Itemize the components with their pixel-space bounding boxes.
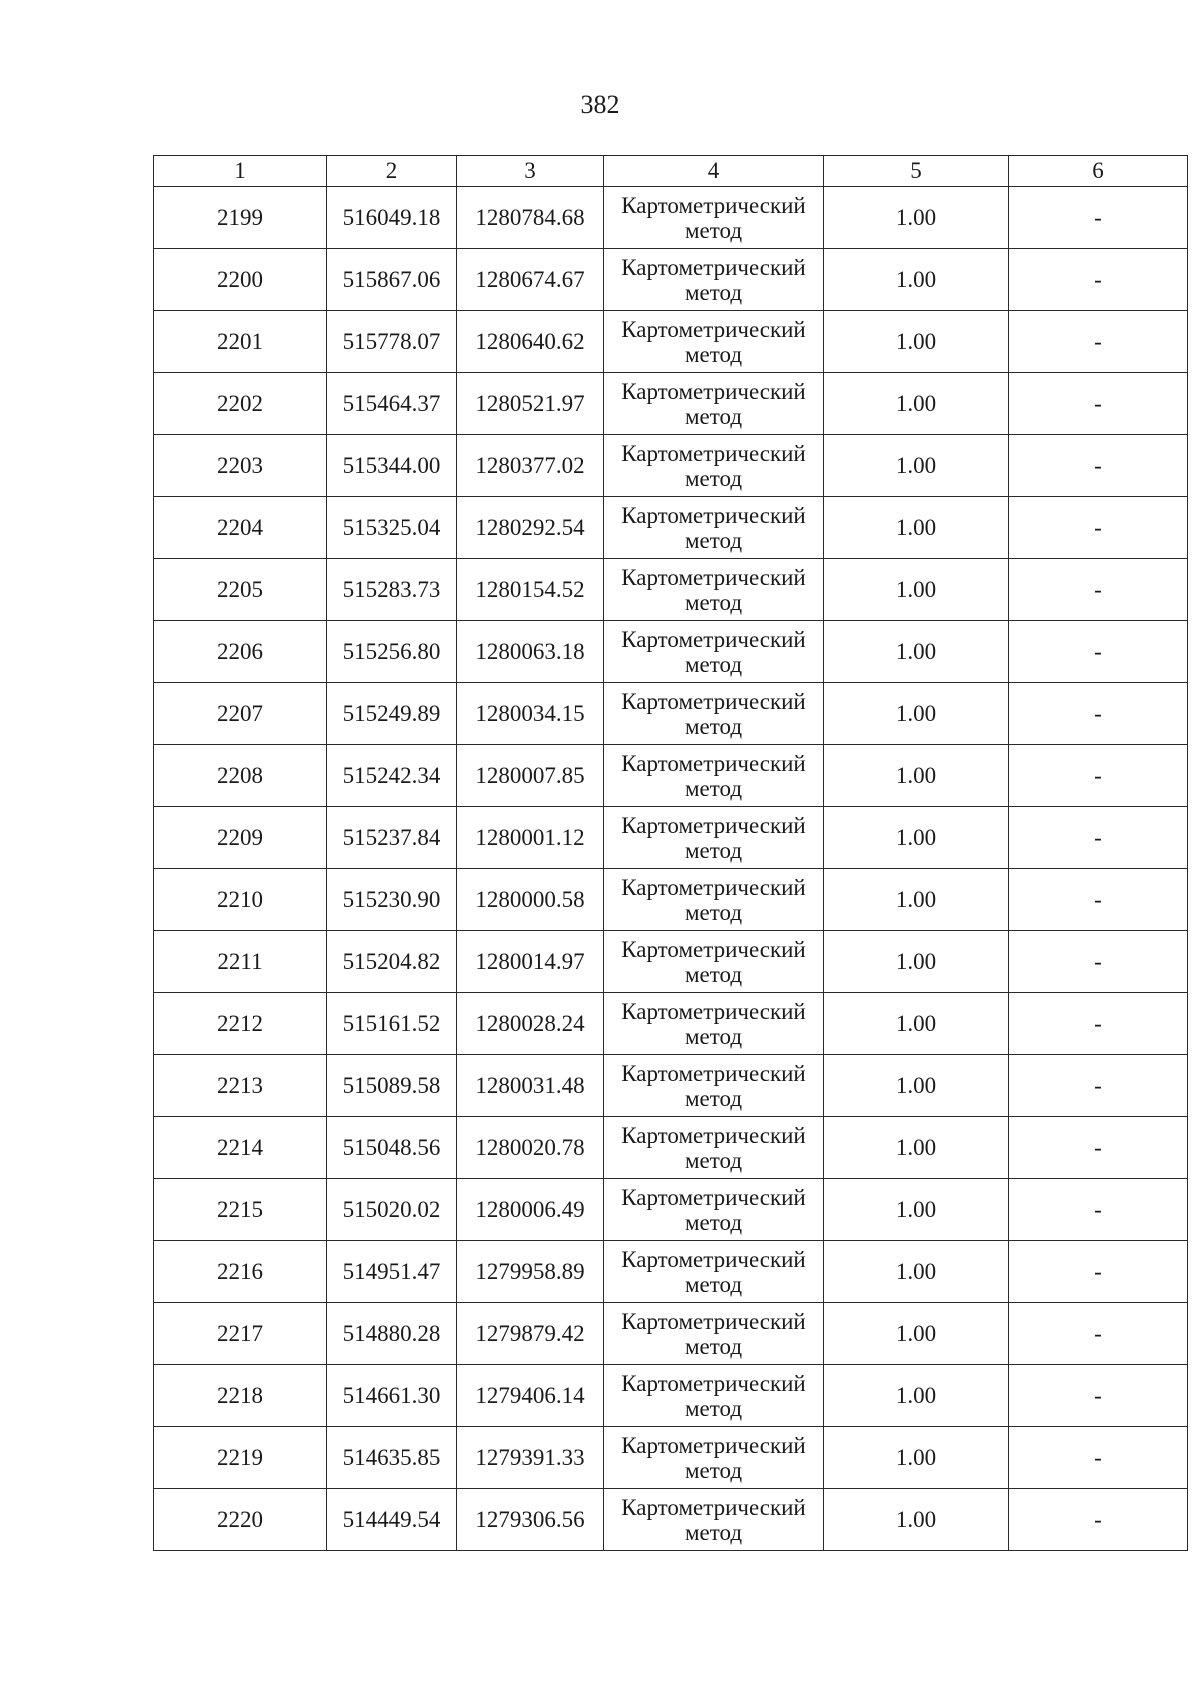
point-number-cell: 2203 — [154, 435, 327, 497]
note-cell: - — [1009, 683, 1188, 745]
x-coordinate-cell: 515256.80 — [327, 621, 457, 683]
note-cell: - — [1009, 1055, 1188, 1117]
method-text-line1: Картометрический — [621, 874, 806, 900]
column-header-6: 6 — [1009, 156, 1188, 187]
method-cell — [604, 187, 824, 249]
method-text-line1: Картометрический — [621, 936, 806, 962]
accuracy-cell: 1.00 — [824, 807, 1009, 869]
method-text-line1: Картометрический — [621, 812, 806, 838]
y-coordinate-cell: 1279391.33 — [457, 1427, 604, 1489]
point-number-cell: 2219 — [154, 1427, 327, 1489]
method-text-line2: метод — [684, 837, 743, 863]
y-coordinate-cell: 1280674.67 — [457, 249, 604, 311]
point-number-cell: 2204 — [154, 497, 327, 559]
note-cell: - — [1009, 1179, 1188, 1241]
coordinates-table — [153, 155, 1188, 1551]
y-coordinate-cell: 1279958.89 — [457, 1241, 604, 1303]
method-cell — [604, 621, 824, 683]
accuracy-cell: 1.00 — [824, 993, 1009, 1055]
accuracy-cell: 1.00 — [824, 621, 1009, 683]
note-cell: - — [1009, 1427, 1188, 1489]
y-coordinate-cell: 1280377.02 — [457, 435, 604, 497]
method-text-line2: метод — [684, 1147, 743, 1173]
note-cell: - — [1009, 311, 1188, 373]
note-cell: - — [1009, 1241, 1188, 1303]
table-row — [154, 621, 1188, 683]
note-cell: - — [1009, 1365, 1188, 1427]
accuracy-cell: 1.00 — [824, 1055, 1009, 1117]
note-cell: - — [1009, 1117, 1188, 1179]
accuracy-cell: 1.00 — [824, 1117, 1009, 1179]
accuracy-cell: 1.00 — [824, 373, 1009, 435]
x-coordinate-cell: 515089.58 — [327, 1055, 457, 1117]
y-coordinate-cell: 1280063.18 — [457, 621, 604, 683]
column-header-3: 3 — [457, 156, 604, 187]
note-cell: - — [1009, 745, 1188, 807]
method-text-line2: метод — [684, 403, 743, 429]
point-number-cell: 2220 — [154, 1489, 327, 1551]
x-coordinate-cell: 515344.00 — [327, 435, 457, 497]
point-number-cell: 2218 — [154, 1365, 327, 1427]
x-coordinate-cell: 514661.30 — [327, 1365, 457, 1427]
note-cell: - — [1009, 621, 1188, 683]
table-row — [154, 1303, 1188, 1365]
method-cell — [604, 1241, 824, 1303]
y-coordinate-cell: 1280154.52 — [457, 559, 604, 621]
method-cell — [604, 683, 824, 745]
table-row — [154, 683, 1188, 745]
y-coordinate-cell: 1280028.24 — [457, 993, 604, 1055]
method-text-line1: Картометрический — [621, 750, 806, 776]
x-coordinate-cell: 516049.18 — [327, 187, 457, 249]
method-text-line1: Картометрический — [621, 378, 806, 404]
accuracy-cell: 1.00 — [824, 187, 1009, 249]
method-text-line2: метод — [684, 1457, 743, 1483]
x-coordinate-cell: 515283.73 — [327, 559, 457, 621]
y-coordinate-cell: 1279879.42 — [457, 1303, 604, 1365]
note-cell: - — [1009, 249, 1188, 311]
method-cell — [604, 745, 824, 807]
method-text-line2: метод — [684, 279, 743, 305]
note-cell: - — [1009, 373, 1188, 435]
method-cell — [604, 1303, 824, 1365]
table-row — [154, 1427, 1188, 1489]
accuracy-cell: 1.00 — [824, 683, 1009, 745]
y-coordinate-cell: 1280000.58 — [457, 869, 604, 931]
accuracy-cell: 1.00 — [824, 1303, 1009, 1365]
method-cell — [604, 435, 824, 497]
accuracy-cell: 1.00 — [824, 931, 1009, 993]
table-header-row — [154, 156, 1188, 187]
point-number-cell: 2210 — [154, 869, 327, 931]
method-text-line1: Картометрический — [621, 316, 806, 342]
x-coordinate-cell: 515778.07 — [327, 311, 457, 373]
note-cell: - — [1009, 435, 1188, 497]
table-row — [154, 931, 1188, 993]
y-coordinate-cell: 1280784.68 — [457, 187, 604, 249]
method-text-line1: Картометрический — [621, 626, 806, 652]
x-coordinate-cell: 515020.02 — [327, 1179, 457, 1241]
point-number-cell: 2208 — [154, 745, 327, 807]
point-number-cell: 2212 — [154, 993, 327, 1055]
note-cell: - — [1009, 1489, 1188, 1551]
x-coordinate-cell: 515464.37 — [327, 373, 457, 435]
table-row — [154, 497, 1188, 559]
method-cell — [604, 311, 824, 373]
note-cell: - — [1009, 559, 1188, 621]
method-cell — [604, 497, 824, 559]
method-text-line2: метод — [684, 775, 743, 801]
method-text-line1: Картометрический — [621, 440, 806, 466]
method-cell — [604, 373, 824, 435]
method-cell — [604, 993, 824, 1055]
method-cell — [604, 807, 824, 869]
y-coordinate-cell: 1280006.49 — [457, 1179, 604, 1241]
y-coordinate-cell: 1280007.85 — [457, 745, 604, 807]
y-coordinate-cell: 1280031.48 — [457, 1055, 604, 1117]
table-row — [154, 869, 1188, 931]
point-number-cell: 2206 — [154, 621, 327, 683]
table-body — [154, 156, 1188, 1551]
method-text-line2: метод — [684, 527, 743, 553]
note-cell: - — [1009, 807, 1188, 869]
table-row — [154, 559, 1188, 621]
method-cell — [604, 1427, 824, 1489]
accuracy-cell: 1.00 — [824, 249, 1009, 311]
method-cell — [604, 559, 824, 621]
table-row — [154, 1365, 1188, 1427]
method-text-line1: Картометрический — [621, 1184, 806, 1210]
method-cell — [604, 1055, 824, 1117]
point-number-cell: 2207 — [154, 683, 327, 745]
note-cell: - — [1009, 931, 1188, 993]
method-text-line2: метод — [684, 1023, 743, 1049]
point-number-cell: 2199 — [154, 187, 327, 249]
accuracy-cell: 1.00 — [824, 1427, 1009, 1489]
accuracy-cell: 1.00 — [824, 745, 1009, 807]
method-text-line1: Картометрический — [621, 998, 806, 1024]
method-text-line1: Картометрический — [621, 688, 806, 714]
method-text-line2: метод — [684, 713, 743, 739]
accuracy-cell: 1.00 — [824, 435, 1009, 497]
note-cell: - — [1009, 1303, 1188, 1365]
point-number-cell: 2211 — [154, 931, 327, 993]
x-coordinate-cell: 515867.06 — [327, 249, 457, 311]
accuracy-cell: 1.00 — [824, 1489, 1009, 1551]
accuracy-cell: 1.00 — [824, 559, 1009, 621]
y-coordinate-cell: 1280020.78 — [457, 1117, 604, 1179]
x-coordinate-cell: 515204.82 — [327, 931, 457, 993]
method-text-line2: метод — [684, 589, 743, 615]
note-cell: - — [1009, 497, 1188, 559]
method-text-line2: метод — [684, 1519, 743, 1545]
page-number: 382 — [580, 90, 620, 119]
x-coordinate-cell: 515242.34 — [327, 745, 457, 807]
table-row — [154, 1489, 1188, 1551]
x-coordinate-cell: 515230.90 — [327, 869, 457, 931]
column-header-1: 1 — [154, 156, 327, 187]
table-row — [154, 187, 1188, 249]
point-number-cell: 2214 — [154, 1117, 327, 1179]
point-number-cell: 2205 — [154, 559, 327, 621]
method-text-line2: метод — [684, 1271, 743, 1297]
method-text-line1: Картометрический — [621, 1246, 806, 1272]
x-coordinate-cell: 514635.85 — [327, 1427, 457, 1489]
table-row — [154, 1241, 1188, 1303]
table-row — [154, 249, 1188, 311]
y-coordinate-cell: 1280014.97 — [457, 931, 604, 993]
note-cell: - — [1009, 993, 1188, 1055]
column-header-2: 2 — [327, 156, 457, 187]
point-number-cell: 2213 — [154, 1055, 327, 1117]
table-row — [154, 311, 1188, 373]
table-row — [154, 993, 1188, 1055]
column-header-5: 5 — [824, 156, 1009, 187]
x-coordinate-cell: 515048.56 — [327, 1117, 457, 1179]
accuracy-cell: 1.00 — [824, 869, 1009, 931]
y-coordinate-cell: 1280640.62 — [457, 311, 604, 373]
x-coordinate-cell: 515249.89 — [327, 683, 457, 745]
method-text-line1: Картометрический — [621, 1370, 806, 1396]
point-number-cell: 2200 — [154, 249, 327, 311]
method-text-line2: метод — [684, 1395, 743, 1421]
x-coordinate-cell: 514951.47 — [327, 1241, 457, 1303]
method-text-line1: Картометрический — [621, 502, 806, 528]
point-number-cell: 2217 — [154, 1303, 327, 1365]
point-number-cell: 2209 — [154, 807, 327, 869]
method-text-line1: Картометрический — [621, 1494, 806, 1520]
table-row — [154, 745, 1188, 807]
method-text-line1: Картометрический — [621, 1308, 806, 1334]
method-text-line2: метод — [684, 217, 743, 243]
accuracy-cell: 1.00 — [824, 497, 1009, 559]
y-coordinate-cell: 1280292.54 — [457, 497, 604, 559]
point-number-cell: 2202 — [154, 373, 327, 435]
table-row — [154, 1179, 1188, 1241]
y-coordinate-cell: 1280034.15 — [457, 683, 604, 745]
method-cell — [604, 1489, 824, 1551]
method-cell — [604, 249, 824, 311]
table-row — [154, 1117, 1188, 1179]
method-text-line1: Картометрический — [621, 564, 806, 590]
table-row — [154, 1055, 1188, 1117]
method-text-line2: метод — [684, 1209, 743, 1235]
point-number-cell: 2216 — [154, 1241, 327, 1303]
table-row — [154, 435, 1188, 497]
y-coordinate-cell: 1279306.56 — [457, 1489, 604, 1551]
method-text-line2: метод — [684, 341, 743, 367]
y-coordinate-cell: 1279406.14 — [457, 1365, 604, 1427]
y-coordinate-cell: 1280001.12 — [457, 807, 604, 869]
method-text-line1: Картометрический — [621, 1060, 806, 1086]
method-text-line2: метод — [684, 899, 743, 925]
method-cell — [604, 931, 824, 993]
method-text-line1: Картометрический — [621, 192, 806, 218]
x-coordinate-cell: 514880.28 — [327, 1303, 457, 1365]
y-coordinate-cell: 1280521.97 — [457, 373, 604, 435]
note-cell: - — [1009, 187, 1188, 249]
x-coordinate-cell: 515161.52 — [327, 993, 457, 1055]
method-text-line1: Картометрический — [621, 254, 806, 280]
note-cell: - — [1009, 869, 1188, 931]
method-text-line2: метод — [684, 1085, 743, 1111]
accuracy-cell: 1.00 — [824, 1241, 1009, 1303]
method-cell — [604, 1365, 824, 1427]
method-text-line2: метод — [684, 465, 743, 491]
point-number-cell: 2201 — [154, 311, 327, 373]
accuracy-cell: 1.00 — [824, 311, 1009, 373]
method-cell — [604, 1179, 824, 1241]
point-number-cell: 2215 — [154, 1179, 327, 1241]
method-text-line1: Картометрический — [621, 1122, 806, 1148]
x-coordinate-cell: 514449.54 — [327, 1489, 457, 1551]
method-text-line2: метод — [684, 1333, 743, 1359]
accuracy-cell: 1.00 — [824, 1179, 1009, 1241]
method-text-line2: метод — [684, 961, 743, 987]
x-coordinate-cell: 515237.84 — [327, 807, 457, 869]
method-text-line1: Картометрический — [621, 1432, 806, 1458]
accuracy-cell: 1.00 — [824, 1365, 1009, 1427]
method-cell — [604, 869, 824, 931]
column-header-4: 4 — [604, 156, 824, 187]
table-row — [154, 807, 1188, 869]
table-row — [154, 373, 1188, 435]
x-coordinate-cell: 515325.04 — [327, 497, 457, 559]
method-text-line2: метод — [684, 651, 743, 677]
method-cell — [604, 1117, 824, 1179]
